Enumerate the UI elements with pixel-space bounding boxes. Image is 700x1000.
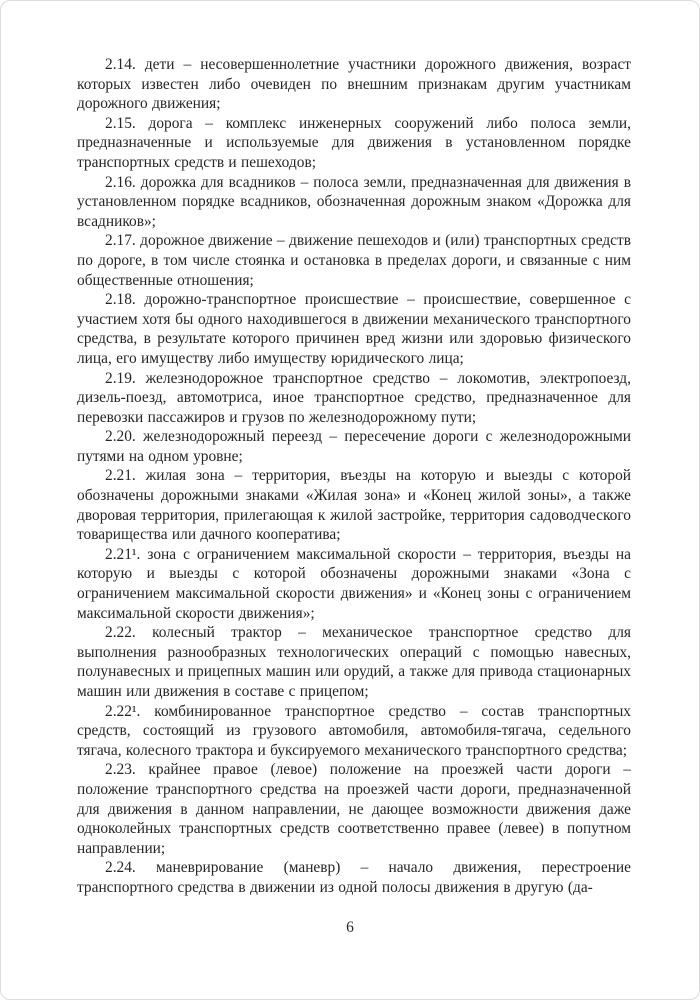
definition-paragraph-2-16: 2.16. дорожка для всадников – полоса земли, предназначенная для движения в установленном порядке всадников, обозначенная дорожным знаком «Дорожка для всадников»;	[77, 173, 631, 230]
document-text-block	[77, 55, 631, 898]
definition-paragraph-2-24: 2.24. маневрирование (маневр) – начало движения, перестроение транспортного средства в движении из одной полосы движения в другую (да-	[77, 859, 631, 896]
definition-paragraph-2-21-1: 2.21¹. зона с ограничением максимальной скорости – территория, въезды на которую и выезды с которой обозначены дорожными знаками «Зона с ограничением максимальной скорости движения» и «Конец зоны с ограничением максимальной скорости движения»;	[77, 545, 631, 622]
definition-paragraph-2-22: 2.22. колесный трактор – механическое транспортное средство для выполнения разнообразных технологических операций с помощью навесных, полунавесных и прицепных машин или орудий, а также для привода стационарных машин или движения в составе с прицепом;	[77, 624, 631, 700]
definition-paragraph-2-15: 2.15. дорога – комплекс инженерных сооружений либо полоса земли, предназначенные и используемые для движения в установленном порядке транспортных средств и пешеходов;	[77, 114, 631, 171]
definition-paragraph-2-14: 2.14. дети – несовершеннолетние участники дорожного движения, возраст которых известен либо очевиден по внешним признакам другим участникам дорожного движения;	[77, 56, 631, 113]
definition-paragraph-2-19: 2.19. железнодорожное транспортное средство – локомотив, электропоезд, дизель-поезд, автомотриса, иное транспортное средство, предназначенное для перевозки пассажиров и грузов по железнодорожному пути;	[77, 369, 631, 426]
definition-paragraph-2-20: 2.20. железнодорожный переезд – пересечение дороги с железнодорожными путями на одном уровне;	[77, 428, 631, 465]
definition-paragraph-2-23: 2.23. крайнее правое (левое) положение на проезжей части дороги – положение транспортного средства на проезжей части дороги, предназначенной для движения в данном направлении, не дающее возможности движения даже одноколейных транспортных средств соответственно правее (левее) в попутном направлении;	[77, 761, 631, 857]
definition-paragraph-2-18: 2.18. дорожно-транспортное происшествие – происшествие, совершенное с участием хотя бы одного находившегося в движении механического транспортного средства, в результате которого причинен вред жизни или здоровью физического лица, его имуществу либо имуществу юридического лица;	[77, 291, 631, 367]
page-number: 6	[346, 919, 354, 936]
definition-paragraph-2-21: 2.21. жилая зона – территория, въезды на которую и выезды с которой обозначены дорожными знаками «Жилая зона» и «Конец жилой зоны», а также дворовая территория, прилегающая к жилой застройке, территория садоводческого товарищества или дачного кооператива;	[77, 467, 631, 544]
definition-paragraph-2-22-1: 2.22¹. комбинированное транспортное средство – состав транспортных средств, состоящий из грузового автомобиля, автомобиля-тягача, седельного тягача, колесного трактора и буксируемого механического транспортного средства;	[77, 702, 631, 759]
definition-paragraph-2-17: 2.17. дорожное движение – движение пешеходов и (или) транспортных средств по дороге, в том числе стоянка и остановка в пределах дороги, и связанные с ним общественные отношения;	[77, 232, 631, 289]
